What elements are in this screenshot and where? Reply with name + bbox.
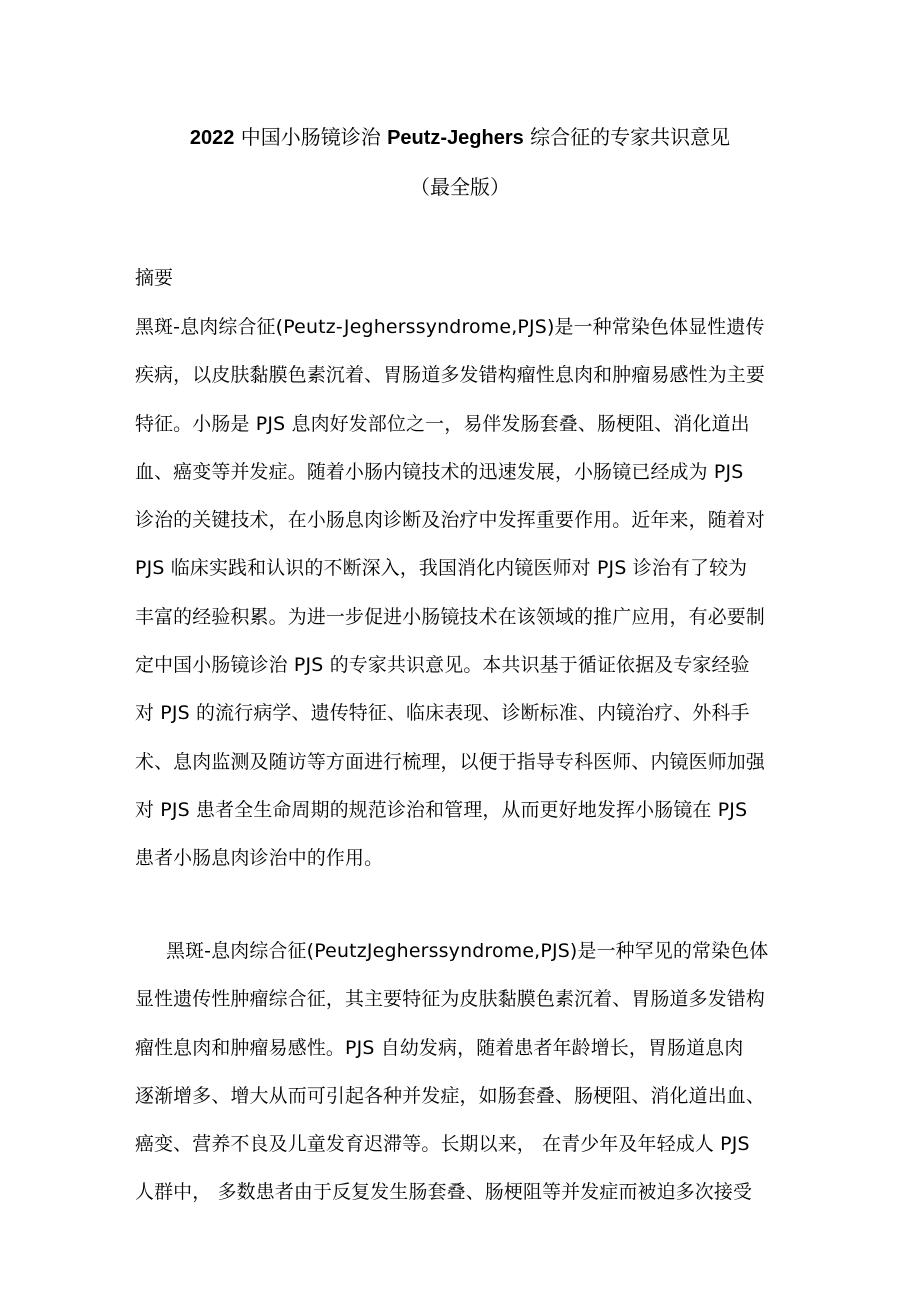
abstract-line: 对 PJS 的流行病学、遗传特征、临床表现、诊断标准、内镜治疗、外科手 [135, 702, 750, 725]
abstract-line: 疾病，以皮肤黏膜色素沉着、胃肠道多发错构瘤性息肉和肿瘤易感性为主要 [135, 364, 765, 387]
abstract-line: 定中国小肠镜诊治 PJS 的专家共识意见。本共识基于循证依据及专家经验 [135, 654, 750, 677]
document-title [0, 121, 920, 154]
abstract-line: 患者小肠息肉诊治中的作用。 [135, 847, 384, 870]
abstract-heading: 摘要 [135, 267, 174, 289]
abstract-line: 诊治的关键技术，在小肠息肉诊断及治疗中发挥重要作用。近年来，随着对 [135, 509, 765, 532]
title-prefix: 中国小肠镜诊治 [240, 125, 381, 149]
abstract-line: 血、癌变等并发症。随着小肠内镜技术的迅速发展，小肠镜已经成为 PJS [135, 460, 744, 483]
abstract-line: 对 PJS 患者全生命周期的规范诊治和管理，从而更好地发挥小肠镜在 PJS [135, 798, 748, 821]
abstract-line: PJS 临床实践和认识的不断深入，我国消化内镜医师对 PJS 诊治有了较为 [135, 557, 748, 580]
abstract-line: 术、息肉监测及随访等方面进行梳理，以便于指导专科医师、内镜医师加强 [135, 750, 765, 773]
title-year: 2022 [189, 127, 235, 149]
abstract-paragraph [135, 311, 805, 891]
intro-line: 显性遗传性肿瘤综合征，其主要特征为皮肤黏膜色素沉着、胃肠道多发错构 [135, 988, 765, 1011]
intro-line: 瘤性息肉和肿瘤易感性。PJS 自幼发病，随着患者年龄增长，胃肠道息肉 [135, 1036, 744, 1059]
abstract-line: 特征。小肠是 PJS 息肉好发部位之一，易伴发肠套叠、肠梗阻、消化道出 [135, 412, 750, 435]
abstract-line: 黑斑-息肉综合征(Peutz-Jegherssyndrome,PJS)是一种常染色体显性遗传 [135, 316, 765, 338]
abstract-line: 丰富的经验积累。为进一步促进小肠镜技术在该领域的推广应用，有必要制 [135, 605, 765, 628]
title-latin: Peutz-Jeghers [387, 127, 524, 149]
intro-line: 癌变、营养不良及儿童发育迟滞等。长期以来， 在青少年及年轻成人 PJS [135, 1133, 750, 1156]
intro-paragraph [135, 935, 805, 1225]
intro-line: 黑斑-息肉综合征(PeutzJegherssyndrome,PJS)是一种罕见的常染色体 [166, 940, 769, 962]
intro-line: 人群中， 多数患者由于反复发生肠套叠、肠梗阻等并发症而被迫多次接受 [135, 1181, 753, 1204]
title-suffix: 综合征的专家共识意见 [530, 125, 731, 149]
intro-line: 逐渐增多、增大从而可引起各种并发症，如肠套叠、肠梗阻、消化道出血、 [135, 1084, 765, 1107]
document-subtitle: （最全版） [410, 175, 510, 199]
